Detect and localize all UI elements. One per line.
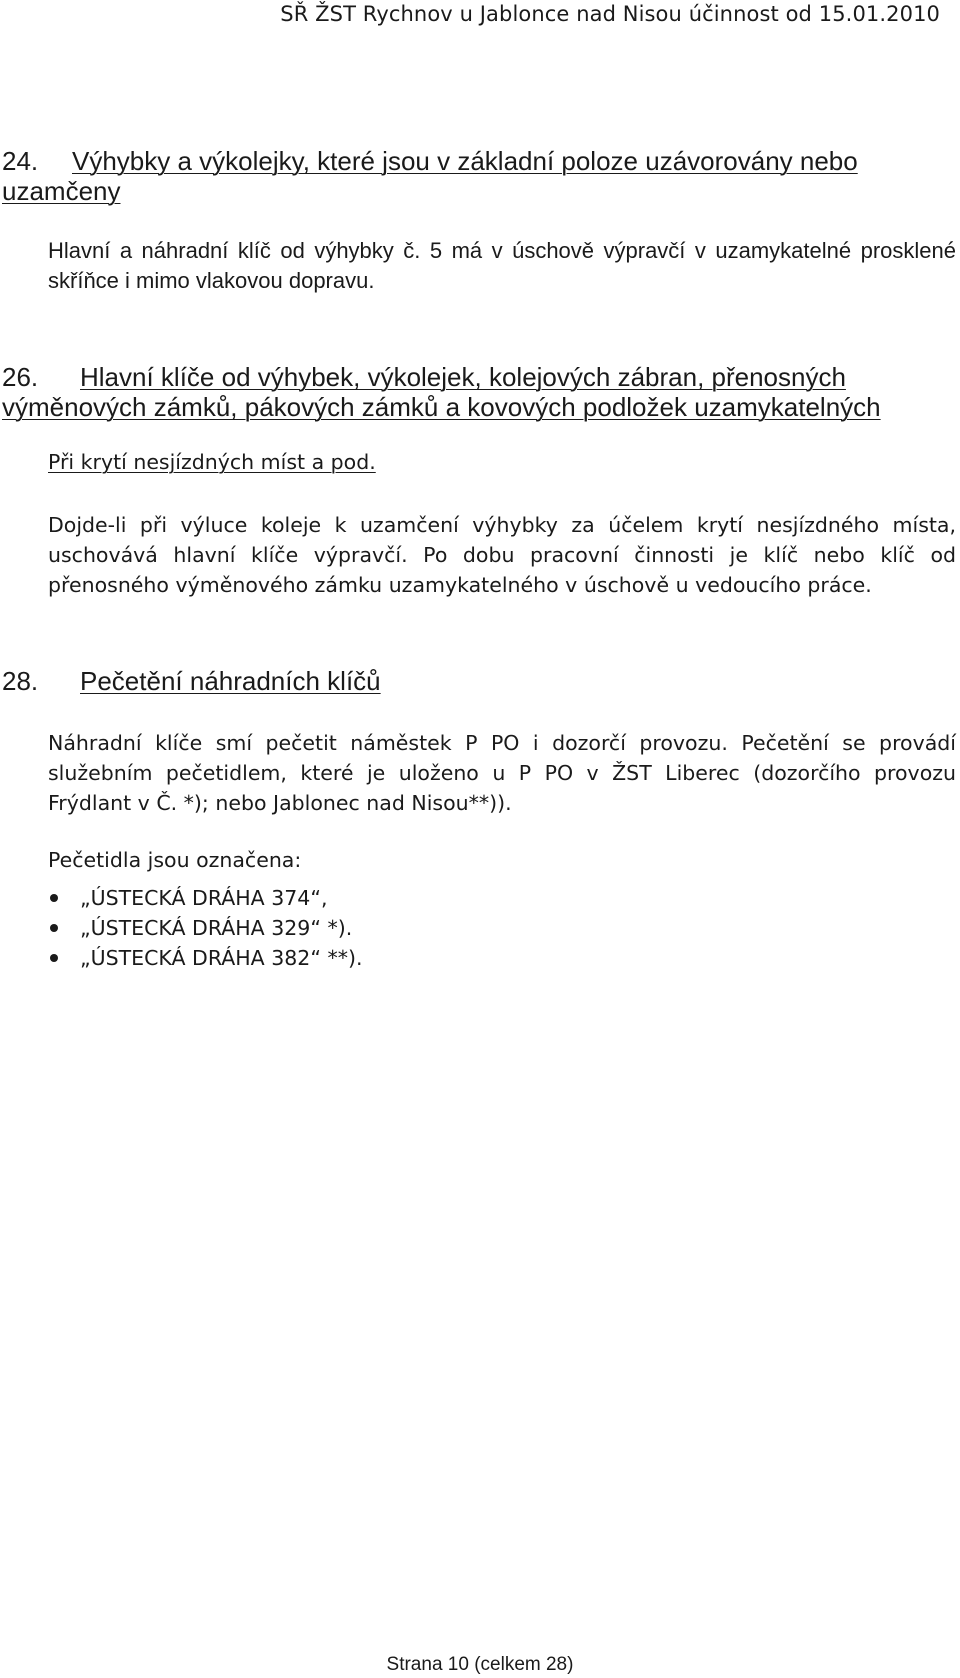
seal-list-intro: Pečetidla jsou označena: bbox=[48, 848, 302, 872]
bullet-icon bbox=[50, 894, 58, 902]
list-item bbox=[48, 913, 363, 943]
list-item bbox=[48, 883, 363, 913]
section-24-title: Výhybky a výkolejky, které jsou v základní poloze uzávorovány nebo uzamčeny bbox=[2, 146, 858, 206]
section-24-heading bbox=[2, 146, 942, 206]
page-footer: Strana 10 (celkem 28) bbox=[386, 1654, 574, 1675]
section-26-heading bbox=[2, 362, 952, 422]
list-item-text: „ÚSTECKÁ DRÁHA 374“, bbox=[80, 886, 328, 910]
section-24-number: 24. bbox=[2, 146, 39, 176]
section-26-title: Hlavní klíče od výhybek, výkolejek, kolejových zábran, přenosných výměnových zámků, pákových zámků a kovových podložek uzamykatelných bbox=[2, 362, 881, 422]
list-item-text: „ÚSTECKÁ DRÁHA 382“ **). bbox=[80, 946, 363, 970]
bullet-icon bbox=[50, 954, 58, 962]
bullet-icon bbox=[50, 924, 58, 932]
section-28-heading bbox=[2, 666, 942, 696]
section-26-subheading: Při krytí nesjízdných míst a pod. bbox=[48, 450, 376, 474]
section-24-body: Hlavní a náhradní klíč od výhybky č. 5 má v úschově výpravčí v uzamykatelné prosklené skříňce i mimo vlakovou dopravu. bbox=[48, 238, 956, 293]
list-item-text: „ÚSTECKÁ DRÁHA 329“ *). bbox=[80, 916, 353, 940]
section-26-body: Dojde-li při výluce koleje k uzamčení výhybky za účelem krytí nesjízdného místa, uschovává hlavní klíče výpravčí. Po dobu pracovní činnosti je klíč nebo klíč od přenosného výměnového zámku uzamykatelného v úschově u vedoucího práce. bbox=[48, 513, 956, 597]
section-28-number: 28. bbox=[2, 666, 39, 696]
list-item bbox=[48, 943, 363, 973]
section-28-body: Náhradní klíče smí pečetit náměstek P PO i dozorčí provozu. Pečetění se provádí služebním pečetidlem, které je uloženo u P PO v ŽST Liberec (dozorčího provozu Frýdlant v Č. *); nebo Jablonec nad Nisou**)). bbox=[48, 731, 956, 815]
page-header: SŘ ŽST Rychnov u Jablonce nad Nisou účinnost od 15.01.2010 bbox=[280, 2, 940, 26]
section-28-title: Pečetění náhradních klíčů bbox=[80, 666, 381, 696]
section-26-number: 26. bbox=[2, 362, 39, 392]
seal-list bbox=[48, 883, 363, 973]
